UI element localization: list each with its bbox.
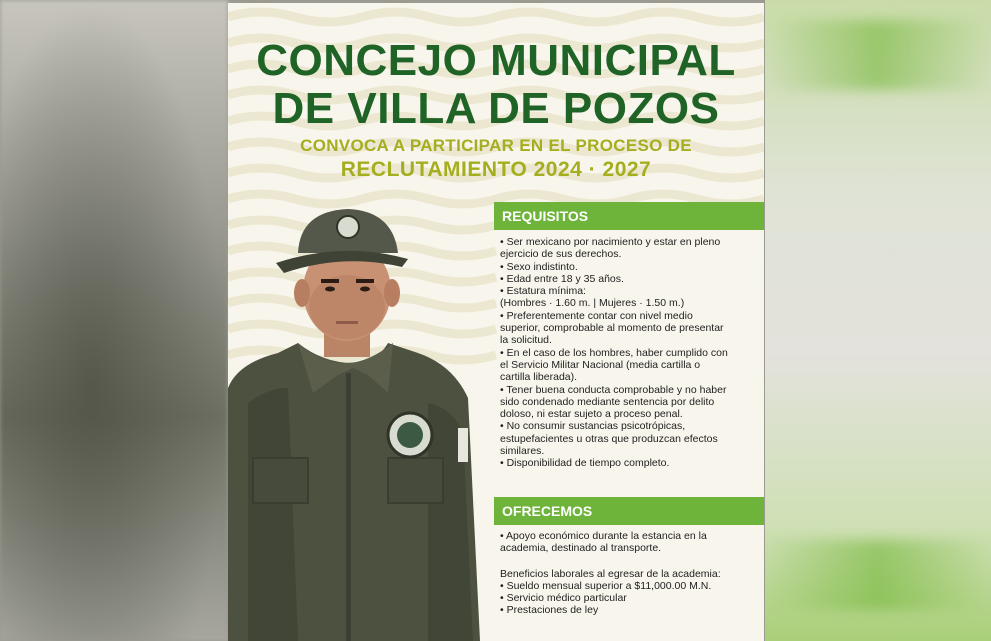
list-item: superior, comprobable al momento de presentar [500,322,724,335]
list-item: • Apoyo económico durante la estancia en la [500,530,707,542]
list-item: • Servicio médico particular [500,592,627,605]
list-item: similares. [500,445,545,458]
list-item: la solicitud. [500,334,552,347]
list-item: Beneficios laborales al egresar de la academia: [500,567,721,580]
list-item: • Preferentemente contar con nivel medio [500,309,693,322]
background-band [765,540,991,610]
list-item: doloso, ni estar sujeto a proceso penal. [500,408,683,421]
list-item: ejercicio de sus derechos. [500,248,622,261]
list-item: • Edad entre 18 y 35 años. [500,272,624,285]
list-item: • Tener buena conducta comprobable y no haber [500,383,727,396]
list-item: estupefacientes u otras que produzcan efectos [500,432,718,445]
list-item: academia, destinado al transporte. [500,542,662,555]
blurred-background-right [765,0,991,641]
ofrecemos-list [500,530,762,617]
soldier-photo [228,203,498,641]
list-item: (Hombres · 1.60 m. | Mujeres · 1.50 m.) [500,297,685,310]
requisitos-heading: REQUISITOS [494,202,764,230]
ofrecemos-heading: OFRECEMOS [494,497,764,525]
list-item: el Servicio Militar Nacional (media cartilla o [500,358,701,371]
poster-title-line1: CONCEJO MUNICIPAL [256,36,736,85]
list-item: cartilla liberada). [500,371,578,384]
background-band [765,20,991,90]
list-item: • Estatura mínima: [500,285,586,298]
list-item: sido condenado mediante sentencia por delito [500,395,715,408]
poster-subtitle-line2: RECLUTAMIENTO 2024 · 2027 [340,158,652,181]
blurred-background-left [0,0,228,641]
recruitment-poster [228,3,764,641]
poster-title-line2: DE VILLA DE POZOS [272,84,720,133]
list-item: • Sexo indistinto. [500,260,578,273]
list-item: • Disponibilidad de tiempo completo. [500,457,670,470]
list-item: • Ser mexicano por nacimiento y estar en pleno [500,236,721,248]
requisitos-list [500,236,762,470]
list-item: • No consumir sustancias psicotrópicas, [500,420,686,433]
poster-subtitle-line1: CONVOCA A PARTICIPAR EN EL PROCESO DE [300,136,692,155]
list-item: • En el caso de los hombres, haber cumplido con [500,346,728,359]
list-item: • Prestaciones de ley [500,604,599,617]
list-item: • Sueldo mensual superior a $11,000.00 M.N. [500,579,712,592]
